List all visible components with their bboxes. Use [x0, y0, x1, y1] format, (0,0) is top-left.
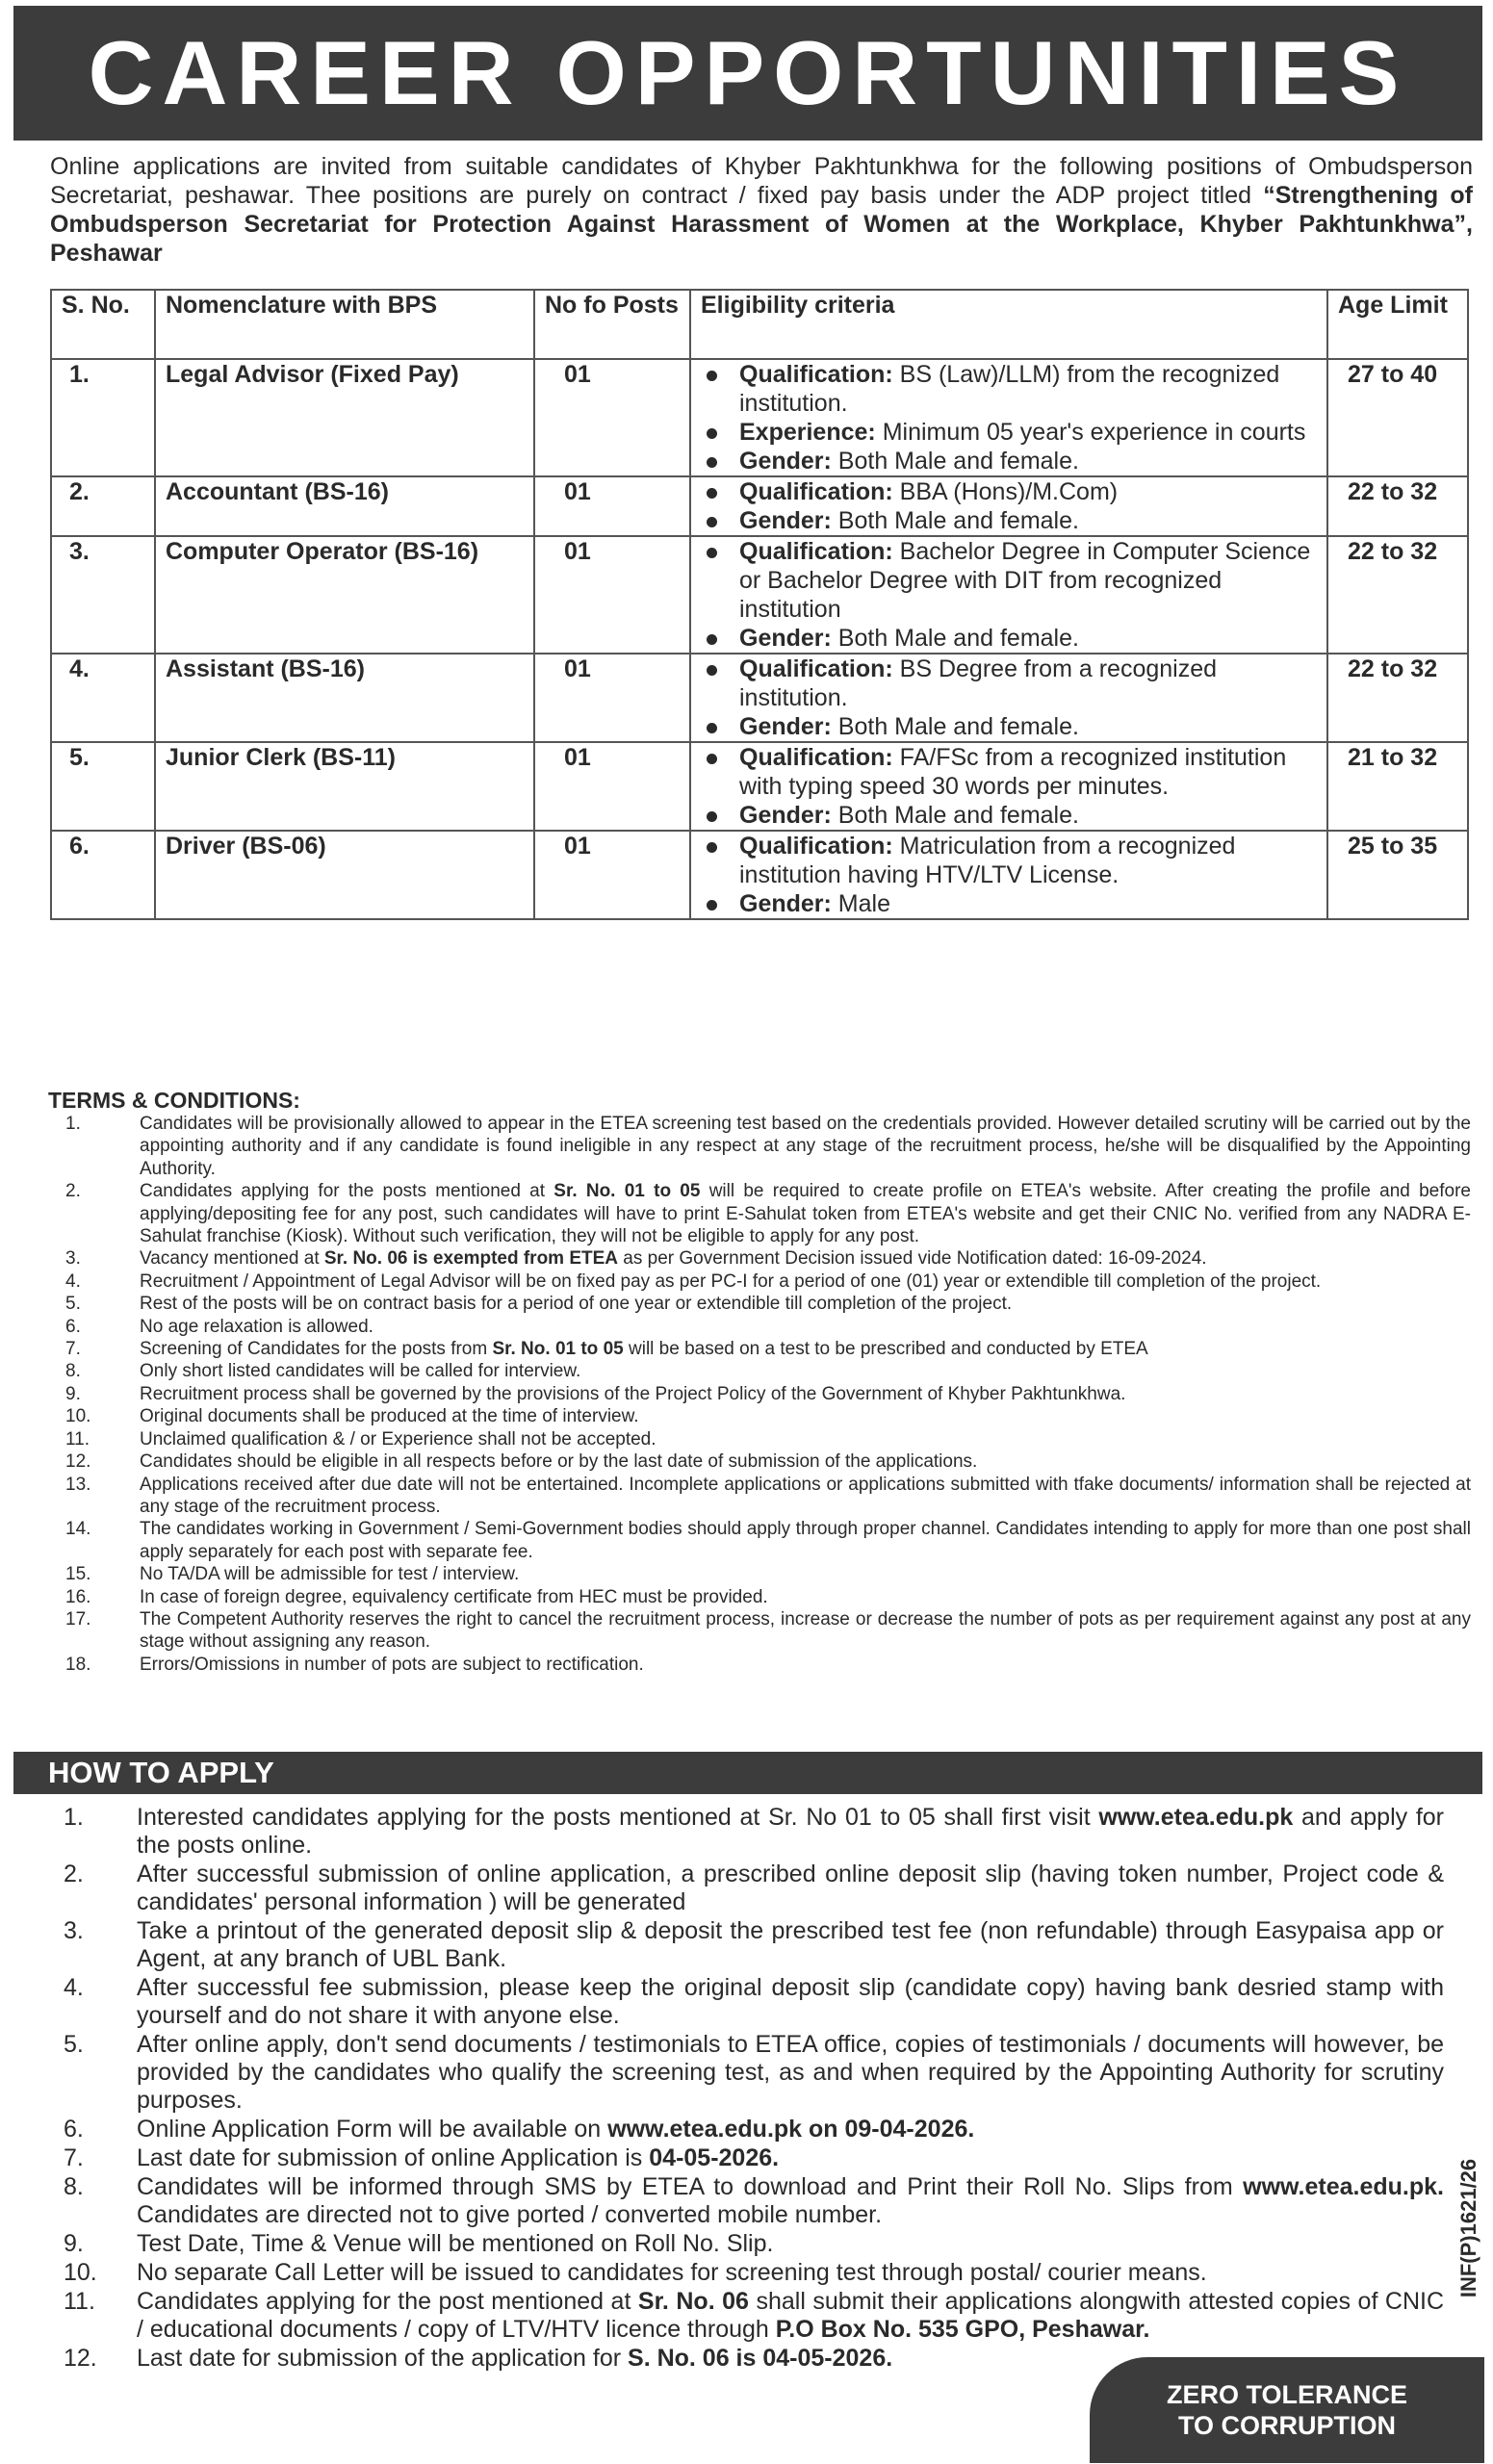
item-number: 15.: [65, 1564, 91, 1585]
row-eligibility: [690, 359, 1327, 476]
badge-line-2: TO CORRUPTION: [1177, 2411, 1396, 2440]
row-posts: 01: [534, 654, 690, 742]
item-text: and apply for the posts online.: [137, 1804, 1444, 1859]
table-row: [51, 742, 1468, 831]
row-age-limit: 21 to 32: [1327, 742, 1468, 831]
criteria-label: Gender:: [739, 713, 832, 740]
how-item: [48, 2031, 1444, 2115]
item-number: 18.: [65, 1654, 91, 1675]
row-posts: 01: [534, 831, 690, 919]
terms-item: [48, 1247, 1471, 1270]
criteria-label: Qualification:: [739, 744, 893, 771]
how-to-apply-list: [48, 1804, 1444, 2374]
row-sno: 3.: [51, 536, 155, 654]
item-text: Unclaimed qualification & / or Experience shall not be accepted.: [140, 1428, 656, 1450]
row-nomenclature: Accountant (BS-16): [155, 476, 534, 536]
terms-item: [48, 1586, 1471, 1608]
row-eligibility: [690, 742, 1327, 831]
item-number: 7.: [64, 2144, 84, 2171]
item-number: 4.: [65, 1270, 81, 1292]
item-number: 17.: [65, 1608, 91, 1630]
criteria-item: [701, 801, 1317, 830]
criteria-item: [701, 832, 1317, 889]
item-text: Candidates should be eligible in all respects before or by the last date of submission of the applications.: [140, 1451, 978, 1473]
item-text: shall submit their applications alongwith attested copies of CNIC / educational documents / copy of LTV/HTV licence through: [137, 2288, 1444, 2343]
item-text: The candidates working in Government / Semi-Government bodies should apply through proper channel. Candidates intending to apply for more than one post shall apply separately for each post with separate fee.: [140, 1519, 1471, 1562]
row-posts: 01: [534, 359, 690, 476]
item-text: Only short listed candidates will be called for interview.: [140, 1361, 581, 1382]
row-sno: 2.: [51, 476, 155, 536]
item-number: 3.: [65, 1248, 81, 1270]
criteria-text: Bachelor Degree in Computer Science or Bachelor Degree with DIT from recognized institution: [739, 538, 1311, 623]
terms-item: [48, 1338, 1471, 1360]
item-number: 11.: [64, 2288, 95, 2315]
criteria-item: [701, 624, 1317, 653]
item-text: In case of foreign degree, equivalency certificate from HEC must be provided.: [140, 1586, 768, 1607]
terms-item: [48, 1405, 1471, 1427]
row-age-limit: 27 to 40: [1327, 359, 1468, 476]
how-item: [48, 2288, 1444, 2344]
item-number: 12.: [64, 2345, 97, 2372]
table-row: [51, 831, 1468, 919]
item-emphasis: Sr. No. 06 is exempted from ETEA: [323, 1248, 619, 1270]
item-number: 5.: [65, 1294, 81, 1315]
row-sno: 4.: [51, 654, 155, 742]
item-number: 10.: [64, 2259, 97, 2286]
item-text: No age relaxation is allowed.: [140, 1316, 373, 1337]
criteria-label: Gender:: [739, 625, 832, 652]
item-text: as per Government Decision issued vide Notification dated: 16-09-2024.: [618, 1248, 1207, 1270]
criteria-item: [701, 537, 1317, 624]
criteria-item: [701, 743, 1317, 801]
item-number: 5.: [64, 2031, 84, 2058]
item-text: After successful submission of online application, a prescribed online deposit slip (having token number, Project code & candidates' personal information ) will be generated: [137, 1861, 1444, 1915]
badge-line-1: ZERO TOLERANCE: [1166, 2380, 1407, 2409]
criteria-text: BS (Law)/LLM) from the recognized institution.: [739, 361, 1280, 417]
row-nomenclature: Driver (BS-06): [155, 831, 534, 919]
how-to-apply-heading: HOW TO APPLY: [13, 1752, 1482, 1794]
how-item: [48, 1804, 1444, 1860]
terms-item: [48, 1113, 1471, 1180]
item-text: Recruitment process shall be governed by the provisions of the Project Policy of the Government of Khyber Pakhtunkhwa.: [140, 1383, 1126, 1404]
item-text: Errors/Omissions in number of pots are subject to rectification.: [140, 1654, 644, 1675]
item-number: 13.: [65, 1474, 91, 1495]
row-nomenclature: Computer Operator (BS-16): [155, 536, 534, 654]
item-text: Applications received after due date will not be entertained. Incomplete applications or applications submitted with tfake documents/ information shall be rejected at any stage of the recruitment process.: [140, 1474, 1471, 1517]
item-text: Take a printout of the generated deposit slip & deposit the prescribed test fee (non refundable) through Easypaisa app or Agent, at any branch of UBL Bank.: [137, 1917, 1444, 1972]
criteria-text: BS Degree from a recognized institution.: [739, 655, 1218, 711]
row-posts: 01: [534, 476, 690, 536]
item-emphasis: Sr. No. 06: [637, 2288, 749, 2315]
item-text: Last date for submission of the application for: [137, 2345, 629, 2372]
header-posts: No fo Posts: [534, 290, 690, 359]
criteria-item: [701, 418, 1317, 447]
item-number: 11.: [65, 1428, 90, 1450]
how-item: [48, 1974, 1444, 2030]
criteria-label: Qualification:: [739, 361, 893, 388]
criteria-item: [701, 712, 1317, 741]
item-number: 2.: [65, 1181, 81, 1202]
terms-item: [48, 1316, 1471, 1338]
intro-project-title: “Strengthening of Ombudsperson Secretariat for Protection Against Harassment of Women at the Workplace, Khyber Pakhtunkhwa”: [50, 182, 1473, 238]
criteria-item: [701, 477, 1317, 506]
table-row: [51, 536, 1468, 654]
terms-item: [48, 1270, 1471, 1293]
item-text: No separate Call Letter will be issued to candidates for screening test through postal/ courier means.: [137, 2259, 1207, 2286]
table-row: [51, 476, 1468, 536]
terms-item: [48, 1608, 1471, 1654]
criteria-text: Both Male and female.: [831, 802, 1079, 829]
item-emphasis: S. No. 06 is 04-05-2026.: [628, 2345, 893, 2372]
item-number: 6.: [64, 2116, 84, 2143]
terms-heading: TERMS & CONDITIONS:: [48, 1088, 300, 1113]
item-text: Candidates applying for the posts mentioned at: [140, 1181, 554, 1202]
item-number: 3.: [64, 1917, 84, 1944]
row-posts: 01: [534, 742, 690, 831]
row-sno: 6.: [51, 831, 155, 919]
row-eligibility: [690, 536, 1327, 654]
terms-item: [48, 1474, 1471, 1519]
criteria-item: [701, 889, 1317, 918]
item-text: Online Application Form will be available on: [137, 2116, 608, 2143]
terms-item: [48, 1180, 1471, 1247]
item-emphasis: 04-05-2026.: [649, 2144, 780, 2171]
item-number: 7.: [65, 1339, 81, 1360]
item-text: will be based on a test to be prescribed and conducted by ETEA: [623, 1339, 1148, 1360]
item-number: 2.: [64, 1861, 84, 1887]
criteria-label: Gender:: [739, 802, 832, 829]
positions-table-body: [51, 359, 1468, 919]
item-text: Recruitment / Appointment of Legal Advisor will be on fixed pay as per PC-I for a period of one (01) year or extendible till completion of the project.: [140, 1270, 1322, 1292]
criteria-label: Qualification:: [739, 655, 893, 682]
terms-item: [48, 1428, 1471, 1450]
terms-list: [48, 1113, 1471, 1676]
intro-text: Online applications are invited from suitable candidates of Khyber Pakhtunkhwa for the following positions of Ombudsperson Secretariat, peshawar. Thee positions are purely on contract / fixed pay basis under the ADP project titled: [50, 153, 1473, 209]
table-row: [51, 654, 1468, 742]
row-age-limit: 25 to 35: [1327, 831, 1468, 919]
item-text: Candidates applying for the post mentioned at: [137, 2288, 638, 2315]
reference-code-text: INF(P)1621/26: [1456, 2158, 1480, 2298]
terms-item: [48, 1518, 1471, 1563]
row-nomenclature: Assistant (BS-16): [155, 654, 534, 742]
header-age-limit: Age Limit: [1327, 290, 1468, 359]
row-age-limit: 22 to 32: [1327, 536, 1468, 654]
terms-item: [48, 1360, 1471, 1382]
header-eligibility: Eligibility criteria: [690, 290, 1327, 359]
row-nomenclature: Legal Advisor (Fixed Pay): [155, 359, 534, 476]
item-number: 8.: [65, 1361, 81, 1382]
criteria-label: Qualification:: [739, 478, 893, 505]
zero-tolerance-badge: [1090, 2357, 1484, 2463]
item-number: 8.: [64, 2173, 84, 2200]
item-text: Vacancy mentioned at: [140, 1248, 324, 1270]
item-text: The Competent Authority reserves the right to cancel the recruitment process, increase or decrease the number of pots as per requirement against any post at any stage without assigning any reason.: [140, 1608, 1471, 1653]
terms-item: [48, 1654, 1471, 1676]
criteria-text: FA/FSc from a recognized institution with typing speed 30 words per minutes.: [739, 744, 1287, 800]
item-text: Test Date, Time & Venue will be mentioned on Roll No. Slip.: [137, 2230, 774, 2257]
criteria-text: Both Male and female.: [831, 507, 1079, 534]
row-posts: 01: [534, 536, 690, 654]
row-sno: 1.: [51, 359, 155, 476]
item-text: After successful fee submission, please keep the original deposit slip (candidate copy) having bank desried stamp with yourself and do not share it with anyone else.: [137, 1974, 1444, 2029]
how-item: [48, 1917, 1444, 1973]
item-text: Rest of the posts will be on contract basis for a period of one year or extendible till completion of the project.: [140, 1294, 1013, 1315]
item-emphasis: www.etea.edu.pk on 09-04-2026.: [607, 2116, 975, 2143]
item-number: 16.: [65, 1586, 91, 1607]
item-emphasis: Sr. No. 01 to 05: [553, 1181, 701, 1202]
criteria-text: Both Male and female.: [831, 625, 1079, 652]
item-number: 9.: [65, 1383, 81, 1404]
criteria-text: Minimum 05 year's experience in courts: [875, 419, 1306, 446]
criteria-text: Matriculation from a recognized institution having HTV/LTV License.: [739, 833, 1236, 888]
item-text: Candidates will be informed through SMS by ETEA to download and Print their Roll No. Slips from: [137, 2173, 1244, 2200]
intro-paragraph: [50, 152, 1473, 268]
item-text: After online apply, don't send documents / testimonials to ETEA office, copies of testimonials / documents will however, be provided by the candidates who qualify the screening test, as and when required by the Appointing Authority for scrutiny purposes.: [137, 2031, 1444, 2114]
row-eligibility: [690, 831, 1327, 919]
how-item: [48, 2144, 1444, 2172]
row-age-limit: 22 to 32: [1327, 654, 1468, 742]
row-eligibility: [690, 654, 1327, 742]
criteria-label: Qualification:: [739, 833, 893, 860]
positions-table: [50, 289, 1469, 920]
criteria-item: [701, 506, 1317, 535]
item-emphasis: www.etea.edu.pk.: [1243, 2173, 1444, 2200]
row-age-limit: 22 to 32: [1327, 476, 1468, 536]
criteria-label: Experience:: [739, 419, 876, 446]
header-nomenclature: Nomenclature with BPS: [155, 290, 534, 359]
item-text: Interested candidates applying for the posts mentioned at Sr. No 01 to 05 shall first visit: [137, 1804, 1099, 1831]
item-emphasis: Sr. No. 01 to 05: [492, 1339, 624, 1360]
row-eligibility: [690, 476, 1327, 536]
criteria-label: Gender:: [739, 890, 832, 917]
criteria-text: Both Male and female.: [831, 448, 1079, 475]
item-number: 1.: [65, 1114, 81, 1134]
item-emphasis: P.O Box No. 535 GPO, Peshawar.: [775, 2316, 1150, 2343]
item-number: 14.: [65, 1519, 91, 1540]
item-text: Original documents shall be produced at the time of interview.: [140, 1406, 639, 1427]
item-text: Candidates will be provisionally allowed to appear in the ETEA screening test based on the credentials provided. However detailed scrutiny will be carried out by the appointing authority and if any candidate is found ineligible in any respect at any stage of the recruitment process, he/she will be disqualified by the Appointing Authority.: [140, 1114, 1471, 1179]
header-sno: S. No.: [51, 290, 155, 359]
reference-code: [1450, 2158, 1488, 2298]
how-item: [48, 2116, 1444, 2143]
item-text: will be required to create profile on ETEA's website. After creating the profile and before applying/depositing fee for any post, such candidates will have to print E-Sahulat token from ETEA's website and get their CNIC No. verified from any NADRA E-Sahulat franchise (Kiosk). Without such verification, they will not be eligible to apply for any post.: [140, 1181, 1471, 1247]
item-number: 10.: [65, 1406, 91, 1427]
intro-suffix: , Peshawar: [50, 211, 1473, 267]
terms-item: [48, 1293, 1471, 1315]
item-emphasis: www.etea.edu.pk: [1098, 1804, 1294, 1831]
criteria-label: Gender:: [739, 448, 832, 475]
criteria-text: BBA (Hons)/M.Com): [892, 478, 1119, 505]
advertisement-page: [13, 0, 1493, 2464]
item-number: 1.: [64, 1804, 84, 1831]
criteria-text: Male: [831, 890, 890, 917]
item-text: Candidates are directed not to give ported / converted mobile number.: [137, 2201, 883, 2228]
page-title: CAREER OPPORTUNITIES: [13, 6, 1482, 141]
how-item: [48, 2173, 1444, 2229]
criteria-item: [701, 447, 1317, 475]
how-item: [48, 2230, 1444, 2258]
item-text: Screening of Candidates for the posts from: [140, 1339, 493, 1360]
criteria-text: Both Male and female.: [831, 713, 1079, 740]
how-item: [48, 2259, 1444, 2287]
item-text: No TA/DA will be admissible for test / interview.: [140, 1564, 520, 1585]
row-nomenclature: Junior Clerk (BS-11): [155, 742, 534, 831]
item-number: 4.: [64, 1974, 84, 2001]
criteria-item: [701, 654, 1317, 712]
row-sno: 5.: [51, 742, 155, 831]
how-item: [48, 1861, 1444, 1916]
item-number: 6.: [65, 1316, 81, 1337]
item-number: 9.: [64, 2230, 84, 2257]
terms-item: [48, 1563, 1471, 1585]
table-header-row: [51, 290, 1468, 359]
table-row: [51, 359, 1468, 476]
criteria-item: [701, 360, 1317, 418]
item-text: Last date for submission of online Application is: [137, 2144, 650, 2171]
item-number: 12.: [65, 1451, 91, 1473]
terms-item: [48, 1450, 1471, 1473]
criteria-label: Qualification:: [739, 538, 893, 565]
criteria-label: Gender:: [739, 507, 832, 534]
terms-item: [48, 1383, 1471, 1405]
